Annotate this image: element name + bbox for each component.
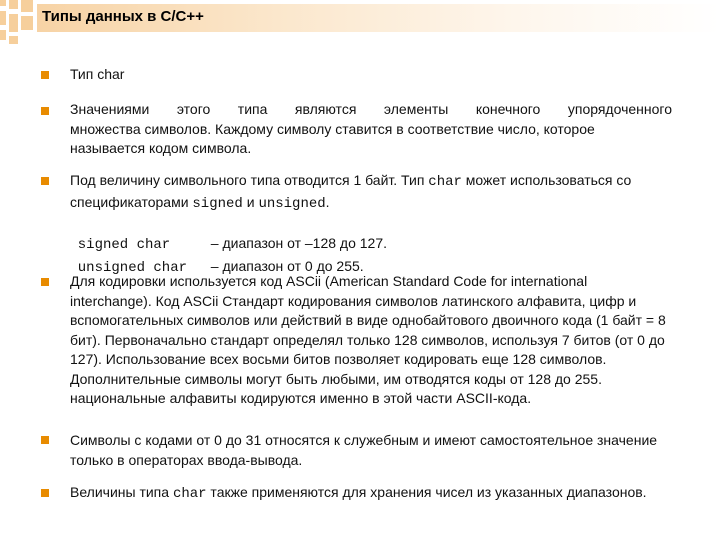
code-unsigned: unsigned bbox=[258, 195, 326, 212]
bullet-text-service-codes: Символы с кодами от 0 до 31 относятся к служебным и имеют самостоятельное значение только в операторах ввода-вывода. bbox=[70, 432, 658, 468]
bullet-text-char-values bbox=[70, 100, 672, 159]
bullet-square-icon bbox=[41, 278, 49, 286]
corner-block-7 bbox=[0, 30, 6, 40]
bullet-square-icon bbox=[41, 71, 49, 79]
corner-block-5 bbox=[9, 14, 18, 32]
corner-block-8 bbox=[9, 36, 18, 44]
slide-title: Типы данных в C/C++ bbox=[42, 8, 204, 25]
corner-block-3 bbox=[21, 0, 33, 12]
bullet-square-icon bbox=[41, 177, 49, 185]
corner-block-1 bbox=[0, 0, 6, 6]
code-char: char bbox=[428, 174, 462, 190]
code-signed-char: signed char bbox=[77, 237, 171, 253]
bullet-text-char-size: Под величину символьного типа отводится 1 байт. Тип char может использоваться со спецификаторами signed и unsigned. bbox=[70, 172, 632, 212]
code-unsigned-char: unsigned char bbox=[77, 260, 187, 276]
signed-char-range: signed char – диапазон от –128 до 127. bbox=[77, 235, 388, 253]
bullet-text-char-values-line1: Значениями этого типа являются элементы конечного упорядоченного bbox=[70, 101, 672, 117]
corner-block-4 bbox=[0, 11, 6, 25]
code-char: char bbox=[172, 486, 207, 502]
corner-block-6 bbox=[21, 16, 33, 30]
corner-block-2 bbox=[9, 0, 18, 9]
bullet-text-char-type: Тип char bbox=[70, 66, 125, 82]
bullet-text-ascii: Для кодировки используется код ASCii (American Standard Code for international interchange). Код ASCii Стандарт кодирования символов латинского алфавита, цифр и вспомогательных символов или действий в виде однобайтового двоичного кода (1 байт = 8 бит). Первоначально стандарт определял только 128 символов, используя 7 битов (от 0 до 127). Использование всех восьми битов позволяет кодировать еще 128 символов. Дополнительные символы могут быть любыми, им отводятся коды от 128 до 255. национальные алфавиты кодируются именно в этой части ASCII-кода. bbox=[70, 273, 666, 406]
bullet-text-char-values-rest: множества символов. Каждому символу ставится в соответствие число, которое называется кодом символа. bbox=[70, 120, 595, 156]
bullet-square-icon bbox=[41, 436, 49, 444]
code-signed: signed bbox=[192, 195, 243, 212]
unsigned-char-range: unsigned char – диапазон от 0 до 255. bbox=[77, 258, 364, 276]
bullet-square-icon bbox=[41, 489, 49, 497]
bullet-text-char-numbers: Величины типа char также применяются для хранения чисел из указанных диапазонов. bbox=[70, 484, 647, 502]
bullet-square-icon bbox=[41, 107, 49, 115]
